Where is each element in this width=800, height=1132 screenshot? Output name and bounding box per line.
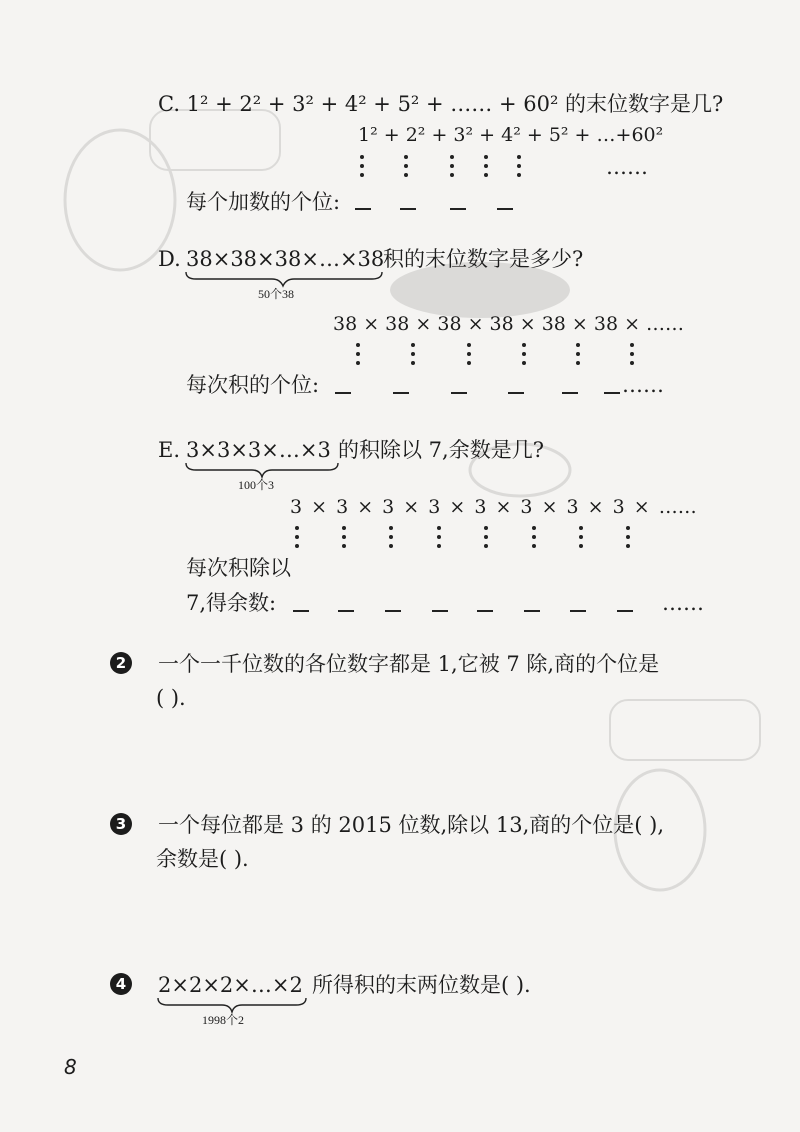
problem-2-line-1: 一个一千位数的各位数字都是 1,它被 7 除,商的个位是 [158,652,660,676]
problem-number-badge: 2 [110,652,132,674]
vertical-dots [463,343,475,370]
section-e-remainder-label-1: 每次积除以 [186,556,291,580]
vertical-dots [400,155,412,182]
brace-label: 1998个2 [202,1013,245,1027]
answer-blank[interactable] [497,208,513,210]
answer-blank[interactable] [385,610,401,612]
section-e-series: 3 × 3 × 3 × 3 × 3 × 3 × 3 × 3 × …… [290,496,697,518]
answer-blank[interactable] [604,392,620,394]
answer-blank[interactable] [562,392,578,394]
answer-blank[interactable] [524,610,540,612]
vertical-dots [352,343,364,370]
page-number: 8 [64,1055,77,1079]
answer-blank[interactable] [617,610,633,612]
answer-blank[interactable] [400,208,416,210]
vertical-dots [518,343,530,370]
answer-blank[interactable] [293,610,309,612]
vertical-dots [575,526,587,553]
problem-4-question[interactable]: 所得积的末两位数是( ). [312,973,531,997]
answer-blank[interactable] [450,208,466,210]
section-e-remainder-label-2: 7,得余数: [186,591,277,615]
section-d-series: 38 × 38 × 38 × 38 × 38 × 38 × …… [333,313,685,335]
section-d-label: D. [158,247,181,271]
dots-trail: …… [606,155,648,179]
problem-number-badge: 4 [110,973,132,995]
vertical-dots [480,526,492,553]
section-d-question: 积的末位数字是多少? [383,247,584,271]
vertical-dots [626,343,638,370]
problem-3-line-1[interactable]: 一个每位都是 3 的 2015 位数,除以 13,商的个位是( ), [158,813,664,837]
vertical-dots [291,526,303,553]
section-c-question: C. 1² + 2² + 3² + 4² + 5² + …… + 60² 的末位数字是几? [158,92,724,116]
vertical-dots [622,526,634,553]
section-e-label: E. [158,438,181,462]
vertical-dots [407,343,419,370]
answer-blank[interactable] [451,392,467,394]
section-d-digits-label: 每次积的个位: [186,373,320,397]
section-c-series: 1² + 2² + 3² + 4² + 5² + …+60² [358,124,664,146]
vertical-dots [528,526,540,553]
section-c-digits-label: 每个加数的个位: [186,190,341,214]
vertical-dots [433,526,445,553]
answer-blank[interactable] [508,392,524,394]
problem-4-product: 2×2×2×…×2 [158,973,303,997]
vertical-dots [480,155,492,182]
vertical-dots [338,526,350,553]
answer-blank[interactable] [338,610,354,612]
dots-trail: …… [622,373,664,397]
section-e-question: 的积除以 7,余数是几? [338,438,544,462]
answer-blank[interactable] [570,610,586,612]
answer-blank[interactable] [355,208,371,210]
answer-blank[interactable] [432,610,448,612]
vertical-dots [446,155,458,182]
problem-number-badge: 3 [110,813,132,835]
brace-label: 100个3 [238,478,275,492]
problem-3-line-2[interactable]: 余数是( ). [156,847,249,871]
section-d-product: 38×38×38×…×38 [186,247,385,271]
vertical-dots [356,155,368,182]
vertical-dots [513,155,525,182]
vertical-dots [572,343,584,370]
answer-blank[interactable] [335,392,351,394]
problem-2-line-2[interactable]: ( ). [156,686,186,710]
dots-trail: …… [662,591,704,615]
section-e-product: 3×3×3×…×3 [186,438,331,462]
vertical-dots [385,526,397,553]
answer-blank[interactable] [477,610,493,612]
brace-label: 50个38 [258,287,295,301]
answer-blank[interactable] [393,392,409,394]
